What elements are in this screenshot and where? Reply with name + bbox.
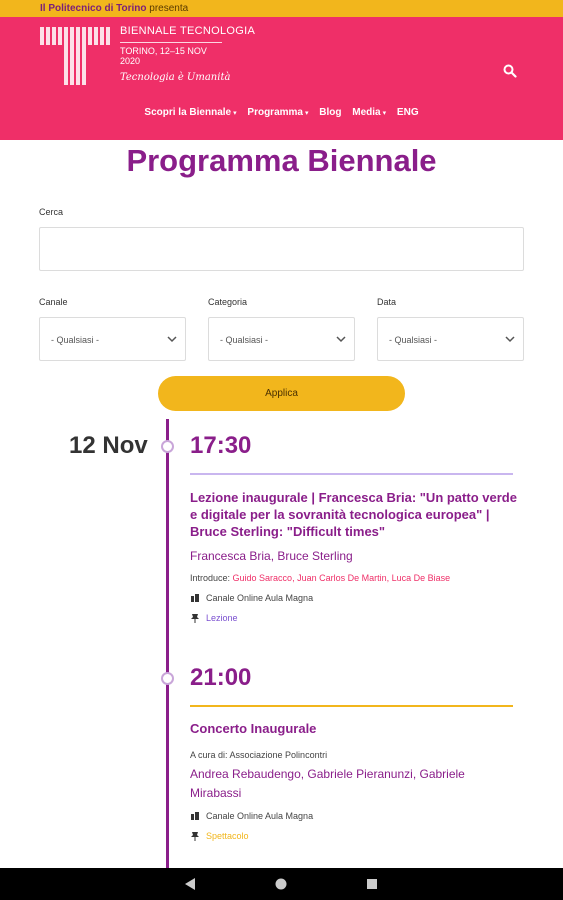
system-nav-bar	[0, 868, 563, 900]
timeline-node	[161, 672, 174, 685]
canale-select-value: - Qualsiasi -	[51, 335, 100, 345]
event-introduce	[190, 573, 450, 583]
home-icon[interactable]	[275, 878, 287, 890]
event-time: 21:00	[190, 664, 252, 691]
introduce-names[interactable]: Guido Saracco, Juan Carlos De Martin, Luca De Biase	[232, 573, 451, 583]
timeline-node	[161, 440, 174, 453]
building-icon	[190, 811, 200, 821]
event-channel	[190, 811, 313, 821]
page-title: Programma Biennale	[126, 143, 437, 178]
event-title[interactable]: Lezione inaugurale | Francesca Bria: "Un patto verde e digitale per la sovranità tecnologica europea" | Bruce Sterling: "Difficult times"	[190, 490, 517, 539]
nav-item-eng[interactable]: ENG	[396, 107, 419, 118]
nav-item-media[interactable]: Media ▾	[352, 107, 387, 118]
nav-item-scopri[interactable]: Scopri la Biennale ▾	[144, 107, 237, 118]
logo-title: BIENNALE TECNOLOGIA	[120, 25, 256, 37]
event-channel-label: Canale Online Aula Magna	[206, 811, 314, 821]
event-category-link[interactable]: Spettacolo	[206, 831, 249, 841]
top-announcement-bar	[0, 0, 563, 17]
chevron-down-icon: ▾	[233, 110, 237, 117]
search-icon[interactable]	[503, 64, 517, 78]
search-input[interactable]	[39, 227, 524, 271]
event-category	[190, 831, 249, 841]
topbar-suffix: presenta	[146, 3, 189, 14]
event-channel-label: Canale Online Aula Magna	[206, 593, 314, 603]
categoria-select-value: - Qualsiasi -	[220, 335, 269, 345]
pin-icon	[190, 831, 200, 841]
categoria-select[interactable]	[208, 317, 355, 361]
chevron-down-icon	[505, 334, 515, 344]
back-icon[interactable]	[184, 877, 196, 891]
logo-text[interactable]	[120, 25, 255, 83]
canale-select[interactable]	[39, 317, 186, 361]
chevron-down-icon: ▾	[382, 110, 387, 117]
logo-mark-top	[40, 27, 110, 45]
event-channel	[190, 593, 313, 603]
nav-item-blog[interactable]: Blog	[319, 107, 342, 118]
event-curated: A cura di: Associazione Polincontri	[190, 750, 328, 760]
data-select[interactable]	[377, 317, 524, 361]
event-category	[190, 613, 238, 623]
canale-label: Canale	[39, 297, 68, 307]
search-label: Cerca	[39, 207, 64, 217]
pin-icon	[190, 613, 200, 623]
nav-item-programma[interactable]: Programma ▾	[247, 107, 309, 118]
main-nav	[0, 107, 563, 125]
recents-icon[interactable]	[366, 878, 378, 890]
data-select-value: - Qualsiasi -	[389, 335, 438, 345]
categoria-label: Categoria	[208, 297, 248, 307]
logo-mark[interactable]	[40, 27, 110, 85]
event-time: 17:30	[190, 432, 252, 459]
building-icon	[190, 593, 200, 603]
event-title[interactable]: Concerto Inaugurale	[190, 721, 317, 736]
data-label: Data	[377, 297, 397, 307]
schedule-date: 12 Nov	[69, 432, 148, 459]
timeline-line	[166, 419, 169, 869]
apply-button[interactable]: Applica	[158, 376, 405, 411]
event-divider	[190, 473, 513, 475]
event-speakers[interactable]: Francesca Bria, Bruce Sterling	[190, 549, 353, 563]
event-category-link[interactable]: Lezione	[206, 613, 238, 623]
event-divider	[190, 705, 513, 707]
event-performers[interactable]: Andrea Rebaudengo, Gabriele Pieranunzi, Gabriele Mirabassi	[190, 767, 465, 800]
org-name[interactable]: Il Politecnico di Torino	[40, 3, 147, 14]
logo-mark-stem	[64, 45, 86, 85]
logo-dates: TORINO, 12–15 NOV 2020	[120, 42, 222, 66]
chevron-down-icon: ▾	[304, 110, 309, 117]
logo-tagline: Tecnologia è Umanità	[120, 72, 231, 83]
introduce-label: Introduce:	[190, 573, 233, 583]
chevron-down-icon	[167, 334, 177, 344]
chevron-down-icon	[336, 334, 346, 344]
